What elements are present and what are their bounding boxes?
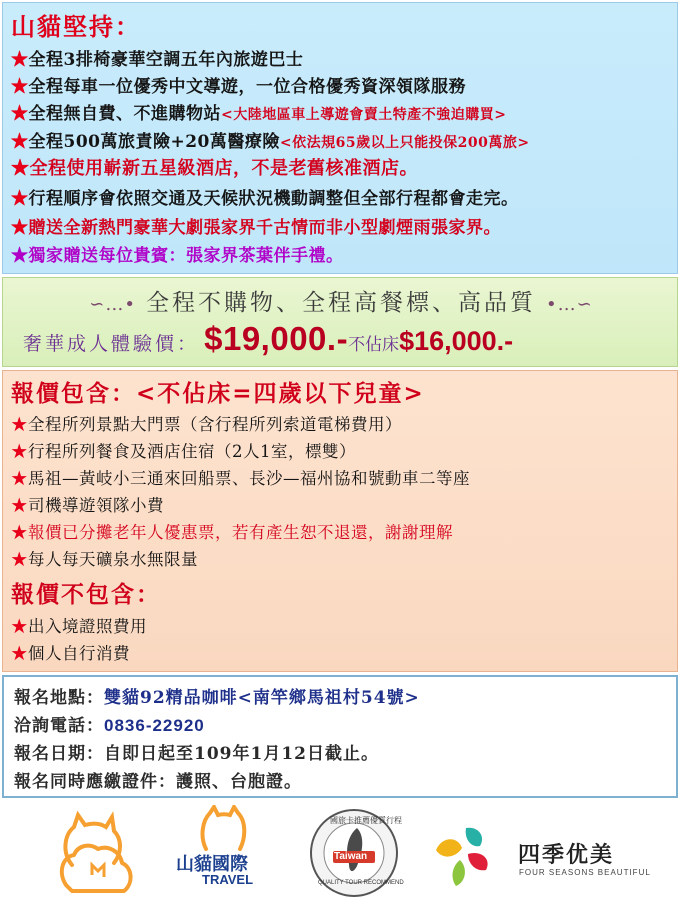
no-bed-label: 不佔床: [348, 335, 400, 355]
star-icon: ★: [11, 218, 29, 238]
cat-logo-icon: [52, 805, 142, 897]
seasons-tagline: FOUR SEASONS BEAUTIFUL: [519, 868, 651, 877]
commitment-item: ★全程3排椅豪華空調五年內旅遊巴士: [11, 50, 304, 70]
star-icon: ★: [11, 189, 29, 209]
price-row: [23, 320, 513, 358]
ornament-right-icon: •…∽: [546, 293, 593, 315]
commitment-item: ★全程每車一位優秀中文導遊，一位合格優秀資深領隊服務: [11, 77, 466, 97]
star-icon: ★: [11, 158, 30, 179]
list-item: ★個人自行消費: [11, 644, 130, 663]
inclusions-heading: 報價包含：<不佔床=四歲以下兒童>: [11, 380, 425, 407]
commitment-item: ★獨家贈送每位貴賓：張家界茶葉伴手禮。: [11, 246, 344, 266]
list-item: ★馬祖—黃岐小三通來回船票、長沙—福州協和號動車二等座: [11, 469, 470, 488]
list-item: ★出入境證照費用: [11, 617, 147, 636]
brand-name: 山貓國際: [176, 854, 248, 875]
slogan-row: [3, 284, 679, 317]
list-item: ★每人每天礦泉水無限量: [11, 550, 198, 569]
star-icon: ★: [11, 104, 29, 124]
slogan: 全程不購物、全程高餐標、高品質: [146, 290, 536, 316]
signup-documents: 報名同時應繳證件：護照、台胞證。: [14, 772, 302, 792]
commitment-item: ★全程500萬旅責險+20萬醫療險<依法規65歲以上只能投保200萬旅>: [11, 132, 530, 152]
commitment-item: ★贈送全新熱門豪華大劇張家界千古情而非小型劇煙雨張家界。: [11, 218, 501, 238]
signup-location: 報名地點：雙貓92精品咖啡<南竿鄉馬祖村54號>: [14, 688, 420, 708]
seal-top-text: 國旅卡推薦優質行程: [330, 816, 402, 825]
star-icon: ★: [11, 644, 28, 663]
adult-price: $19,000.-: [204, 320, 349, 357]
inclusions-panel: [2, 370, 678, 672]
cat-head-icon: [198, 805, 248, 853]
star-icon: ★: [11, 496, 28, 515]
commitment-item: ★全程無自費、不進購物站<大陸地區車上導遊會賣土特產不強迫購買>: [11, 104, 507, 124]
seal-center-text: Taiwan: [334, 851, 368, 862]
seal-bottom-text: QUALITY TOUR RECOMMEND: [318, 880, 404, 886]
star-icon: ★: [11, 617, 28, 636]
price-banner: [2, 277, 678, 367]
signup-panel: [2, 675, 678, 798]
list-item: ★司機導遊領隊小費: [11, 496, 164, 515]
four-seasons-icon: [430, 820, 500, 890]
signup-date: 報名日期：自即日起至109年1月12日截止。: [14, 744, 379, 764]
brand-tagline: TRAVEL: [202, 872, 254, 887]
star-icon: ★: [11, 550, 28, 569]
star-icon: ★: [11, 523, 28, 542]
no-bed-price: $16,000.-: [399, 326, 514, 356]
star-icon: ★: [11, 246, 29, 266]
star-icon: ★: [11, 77, 29, 97]
star-icon: ★: [11, 442, 28, 461]
commitments-title: 山貓堅持：: [11, 12, 141, 41]
commitment-item: ★全程使用嶄新五星級酒店，不是老舊核准酒店。: [11, 158, 418, 179]
seasons-name: 四季优美: [518, 842, 615, 868]
star-icon: ★: [11, 50, 29, 70]
list-item: ★全程所列景點大門票（含行程所列索道電梯費用）: [11, 415, 402, 434]
list-item: ★行程所列餐食及酒店住宿（2人1室，標雙）: [11, 442, 356, 461]
star-icon: ★: [11, 469, 28, 488]
list-item: ★報價已分攤老年人優惠票，若有產生恕不退還，謝謝理解: [11, 523, 453, 542]
ornament-left-icon: ∽…•: [89, 293, 136, 315]
exclusions-heading: 報價不包含：: [11, 581, 161, 608]
price-label: 奢華成人體驗價：: [23, 333, 200, 355]
commitment-item: ★行程順序會依照交通及天候狀況機動調整但全部行程都會走完。: [11, 189, 519, 209]
star-icon: ★: [11, 415, 28, 434]
commitments-panel: [2, 2, 678, 274]
signup-phone: 洽詢電話：0836-22920: [14, 716, 205, 736]
star-icon: ★: [11, 132, 29, 152]
